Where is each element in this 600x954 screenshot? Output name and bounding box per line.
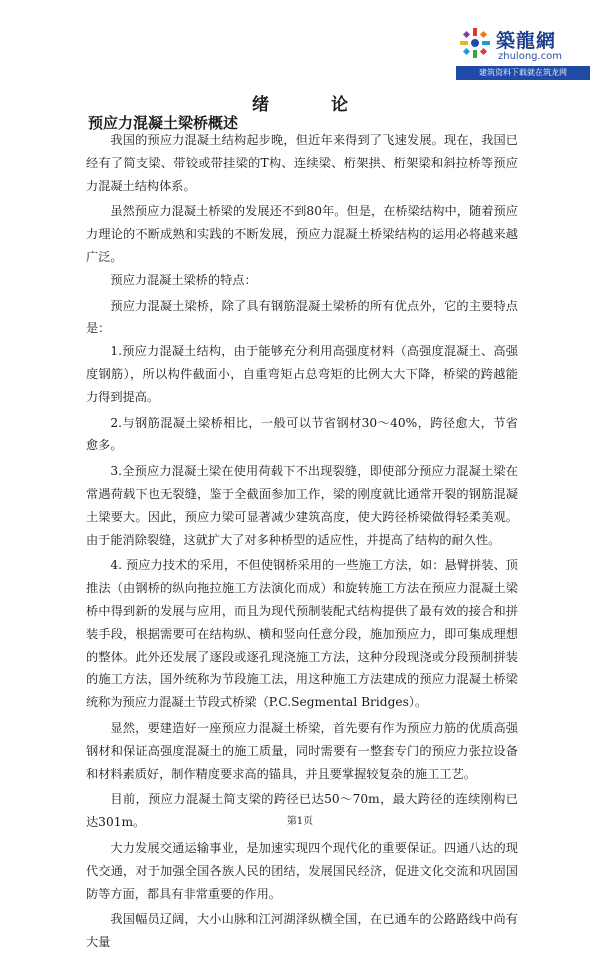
paragraph: 我国的预应力混凝土结构起步晚，但近年来得到了飞速发展。现在，我国已经有了简支梁、带铰或带挂梁的T构、连续梁、桁架拱、桁架梁和斜拉桥等预应力混凝土结构体系。 — [86, 133, 518, 193]
paragraph: 预应力混凝土梁桥的特点： — [110, 272, 257, 287]
paragraph: 1.预应力混凝土结构，由于能够充分利用高强度材料（高强度混凝土、高强度钢筋），所以构件截面小，自重弯矩占总弯矩的比例大大下降，桥梁的跨越能力得到提高。 — [86, 344, 518, 404]
page-number: 第1页 — [286, 816, 314, 827]
paragraph: 3.全预应力混凝土梁在使用荷载下不出现裂缝，即使部分预应力混凝土梁在常遇荷载下也无裂缝，鉴于全截面参加工作，梁的刚度就比通常开裂的钢筋混凝土梁要大。因此，预应力梁可显著减少建筑高度，使大跨径桥梁做得轻柔美观。由于能消除裂缝，这就扩大了对多种桥型的适应性，并提高了结构的耐久性。 — [86, 464, 518, 547]
paragraph: 2.与钢筋混凝土梁桥相比，一般可以节省钢材30～40%，跨径愈大，节省愈多。 — [86, 415, 518, 453]
section-title: 预应力混凝土梁桥概述 — [88, 114, 239, 132]
document-body — [86, 129, 518, 954]
logo-domain[interactable]: zhulong.com — [498, 51, 563, 62]
paragraph: 目前，预应力混凝土简支梁的跨径已达50～70m，最大跨径的连续刚构已达301m。 — [86, 792, 518, 830]
paragraph: 虽然预应力混凝土桥梁的发展还不到80年。但是，在桥梁结构中，随着预应力理论的不断成熟和实践的不断发展，预应力混凝土桥梁结构的运用必将越来越广泛。 — [86, 204, 518, 264]
logo-name: 築龍網 — [496, 30, 557, 52]
zhulong-logo — [456, 22, 592, 88]
logo-burst-icon — [456, 26, 494, 60]
paragraph: 大力发展交通运输事业，是加速实现四个现代化的重要保证。四通八达的现代交通，对于加强全国各族人民的团结，发展国民经济，促进文化交流和巩固国防等方面，都具有非常重要的作用。 — [86, 840, 518, 901]
document-title: 绪 论 — [252, 95, 376, 115]
paragraph: 预应力混凝土梁桥，除了具有钢筋混凝土梁桥的所有优点外，它的主要特点是： — [86, 298, 518, 336]
paragraph: 显然，要建造好一座预应力混凝土桥梁，首先要有作为预应力筋的优质高强钢材和保证高强度混凝土的施工质量，同时需要有一整套专门的预应力张拉设备和材料素质好，制作精度要求高的锚具，并且要掌握较复杂的施工工艺。 — [86, 720, 518, 781]
logo-slogan: 建筑资料下载就在筑龙网 — [456, 66, 590, 80]
paragraph: 4. 预应力技术的采用，不但使钢桥采用的一些施工方法，如：悬臂拼装、顶推法（由钢桥的纵向拖拉施工方法演化而成）和旋转施工方法在预应力混凝土梁桥中得到新的发展与应用，而且为现代预制装配式结构提供了最有效的接合和拼装手段，根据需要可在结构纵、横和竖向任意分段，施加预应力，即可集成理想的整体。此外还发展了逐段或逐孔现浇施工方法，这种分段现浇或分段预制拼装的施工方法，国外统称为节段施工法，用这种施工方法建成的预应力混凝土桥梁统称为预应力混凝土节段式桥梁（P.C.Segmental Bridges）。 — [86, 558, 518, 710]
paragraph: 我国幅员辽阔，大小山脉和江河湖泽纵横全国，在已通车的公路路线中尚有大量 — [86, 912, 518, 950]
